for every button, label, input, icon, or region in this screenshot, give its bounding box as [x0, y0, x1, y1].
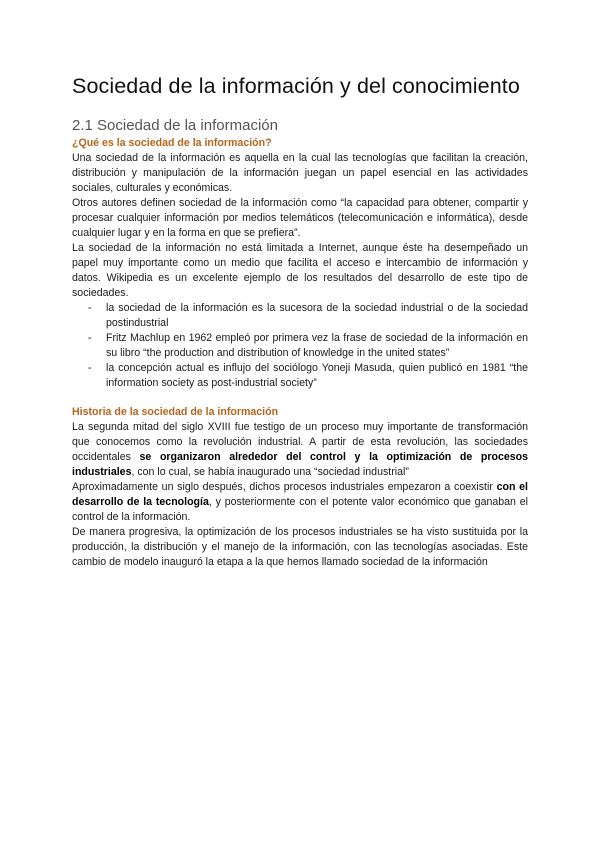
subheading-history: Historia de la sociedad de la información — [72, 406, 279, 418]
text-run: , con lo cual, se había inaugurado una “sociedad industrial” — [131, 466, 409, 478]
bold-text: con el desarrollo de la tecnología — [72, 481, 528, 508]
bold-text: se organizaron alrededor del control y la optimización de procesos industriales — [72, 451, 528, 478]
dash-bullet: - — [88, 362, 92, 374]
subheading-what-is: ¿Qué es la sociedad de la información? — [72, 137, 272, 149]
document-title: Sociedad de la información y del conocimiento — [72, 74, 520, 98]
list-item-text: la sociedad de la información es la sucesora de la sociedad industrial o de la sociedad postindustrial — [106, 302, 528, 329]
paragraph-technology — [72, 480, 528, 525]
list-item — [88, 331, 528, 361]
text-run: Aproximadamente un siglo después, dichos procesos industriales empezaron a coexistir — [72, 481, 497, 493]
dash-bullet: - — [88, 302, 92, 314]
paragraph-model-change: De manera progresiva, la optimización de los procesos industriales se ha visto sustituida por la producción, la distribución y el manejo de la información, con las tecnologías asociadas. Este cambio de modelo inauguró la etapa a la que hemos llamado sociedad de la información — [72, 526, 528, 568]
bullet-list — [72, 301, 528, 391]
paragraph-definition: Una sociedad de la información es aquella en la cual las tecnologías que facilitan la creación, distribución y manipulación de la información juegan un papel esencial en las actividades sociales, culturales y económicas. — [72, 152, 528, 194]
paragraph-industrial-revolution — [72, 420, 528, 480]
paragraph-internet: La sociedad de la información no está limitada a Internet, aunque éste ha desempeñado un papel muy importante como un medio que facilita el acceso e intercambio de información y datos. Wikipedia es un excelente ejemplo de los resultados del desarrollo de este tipo de sociedades. — [72, 242, 528, 299]
list-item-text: la concepción actual es influjo del sociólogo Yoneji Masuda, quien publicó en 1981 “the information society as post-industrial society” — [106, 362, 528, 389]
list-item-text: Fritz Machlup en 1962 empleó por primera vez la frase de sociedad de la información en su libro “the production and distribution of knowledge in the united states” — [106, 332, 528, 359]
text-run: La segunda mitad del siglo XVIII fue testigo de un proceso muy importante de transformación que conocemos como la revolución industrial. A partir de esta revolución, las sociedades occidentales — [72, 421, 528, 463]
text-run: , y posteriormente con el potente valor económico que ganaban el control de la información. — [72, 496, 528, 523]
dash-bullet: - — [88, 332, 92, 344]
list-item — [88, 361, 528, 391]
section-heading: 2.1 Sociedad de la información — [72, 117, 278, 134]
paragraph-other-authors: Otros autores definen sociedad de la información como “la capacidad para obtener, compartir y procesar cualquier información por medios telemáticos (telecomunicación e informática), desde cualquier lugar y en la forma en que se prefiera”. — [72, 197, 528, 239]
list-item — [88, 301, 528, 331]
